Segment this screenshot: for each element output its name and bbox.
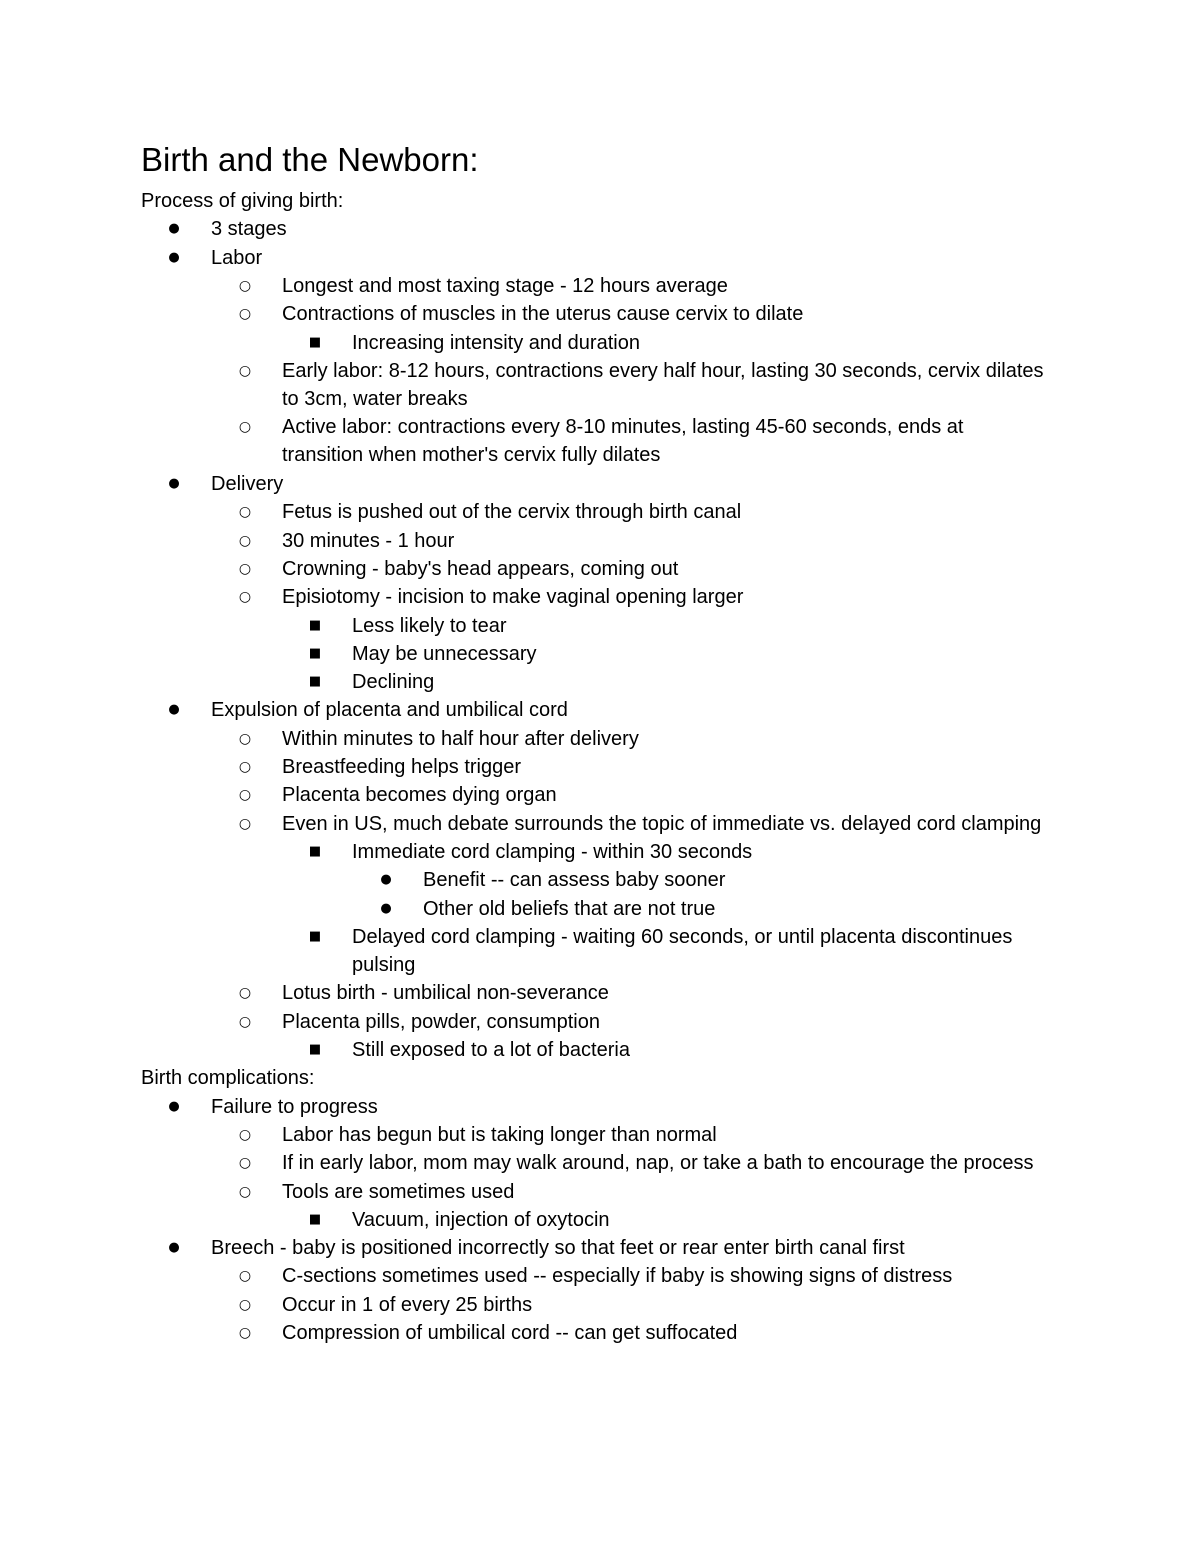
circle-bullet-icon: ○ [238,1013,252,1030]
circle-bullet-icon: ○ [238,1126,252,1143]
list-item-text: Still exposed to a lot of bacteria [352,1039,630,1061]
square-bullet-icon: ■ [308,1042,322,1057]
list-item-text: Vacuum, injection of oxytocin [352,1208,610,1231]
disc-bullet-icon: ● [168,221,180,237]
list-item-text: Breech - baby is positioned incorrectly so that feet or rear enter birth canal first [211,1237,905,1260]
circle-bullet-icon: ○ [238,1155,252,1172]
list-item-text: 30 minutes - 1 hour [282,529,455,552]
list-item-text: Less likely to tear [352,614,507,637]
square-bullet-icon: ■ [308,1211,322,1227]
list-item-text: Occur in 1 of every 25 births [282,1293,533,1316]
square-bullet-icon: ■ [308,674,322,690]
list-item-text: If in early labor, mom may walk around, nap, or take a bath to encourage the process [282,1152,1034,1175]
square-bullet-icon: ■ [308,645,322,661]
list-item-text: Active labor: contractions every 8-10 minutes, lasting 45-60 seconds, ends at transition when mother's cervix fully dilates [282,416,964,467]
circle-bullet-icon: ○ [238,589,252,606]
list-item-text: Labor [211,246,263,269]
square-bullet-icon: ■ [308,928,322,944]
list-item-text: Longest and most taxing stage - 12 hours average [282,274,728,297]
circle-bullet-icon: ○ [238,1183,252,1200]
disc-bullet-icon: ● [168,249,180,265]
circle-bullet-icon: ○ [238,730,252,747]
disc-bullet-icon: ● [168,476,180,491]
list-item-text: Even in US, much debate surrounds the topic of immediate vs. delayed cord clamping [282,812,1042,835]
list-item-text: Immediate cord clamping - within 30 seconds [352,840,753,863]
disc-bullet-icon: ● [168,1240,180,1256]
list-item-text: Delayed cord clamping - waiting 60 seconds, or until placenta discontinues pulsing [352,925,1013,976]
square-bullet-icon: ■ [308,843,322,859]
list-item-text: Expulsion of placenta and umbilical cord [211,699,568,722]
circle-bullet-icon: ○ [238,815,252,832]
disc-bullet-icon: ● [380,900,392,916]
list-item-text: Lotus birth - umbilical non-severance [282,982,609,1005]
circle-bullet-icon: ○ [238,560,252,577]
circle-bullet-icon: ○ [238,1325,252,1341]
circle-bullet-icon: ○ [238,419,252,436]
list-item-text: Contractions of muscles in the uterus cause cervix to dilate [282,303,804,326]
disc-bullet-icon: ● [380,872,392,888]
list-item-text: Fetus is pushed out of the cervix through birth canal [282,501,742,524]
list-item-text: Compression of umbilical cord -- can get suffocated [282,1322,738,1344]
page-title: Birth and the Newborn: [141,141,479,178]
circle-bullet-icon: ○ [238,985,252,1002]
list-item-text: May be unnecessary [352,642,537,665]
list-item-text: Episiotomy - incision to make vaginal opening larger [282,586,744,609]
list-item-text: Declining [352,671,435,694]
list-item-text: Early labor: 8-12 hours, contractions every half hour, lasting 30 seconds, cervix dilates to 3cm, water breaks [282,359,1044,410]
circle-bullet-icon: ○ [238,1296,252,1313]
list-item-text: 3 stages [211,218,287,241]
circle-bullet-icon: ○ [238,504,252,521]
section-label: Birth complications: [141,1067,315,1090]
list-item-text: Placenta pills, powder, consumption [282,1010,600,1033]
list-item-text: Increasing intensity and duration [352,331,640,354]
list-item-text: Crowning - baby's head appears, coming out [282,557,679,580]
disc-bullet-icon: ● [168,1098,180,1114]
circle-bullet-icon: ○ [238,1268,252,1285]
list-item-text: Tools are sometimes used [282,1180,515,1203]
list-item-text: Delivery [211,473,284,495]
circle-bullet-icon: ○ [238,532,252,549]
list-item-text: Breastfeeding helps trigger [282,756,522,778]
list-item-text: Failure to progress [211,1095,378,1118]
list-item-text: Within minutes to half hour after delivery [282,727,639,750]
section-label: Process of giving birth: [141,190,344,212]
list-item-text: Placenta becomes dying organ [282,784,557,807]
list-item-text: Other old beliefs that are not true [423,897,716,920]
square-bullet-icon: ■ [308,617,322,633]
square-bullet-icon: ■ [308,334,322,350]
circle-bullet-icon: ○ [238,306,252,323]
list-item-text: Labor has begun but is taking longer than normal [282,1123,717,1146]
circle-bullet-icon: ○ [238,759,252,775]
circle-bullet-icon: ○ [238,277,252,294]
list-item-text: C-sections sometimes used -- especially if baby is showing signs of distress [282,1265,953,1288]
circle-bullet-icon: ○ [238,787,252,804]
disc-bullet-icon: ● [168,702,180,718]
list-item-text: Benefit -- can assess baby sooner [423,869,726,892]
circle-bullet-icon: ○ [238,362,252,379]
